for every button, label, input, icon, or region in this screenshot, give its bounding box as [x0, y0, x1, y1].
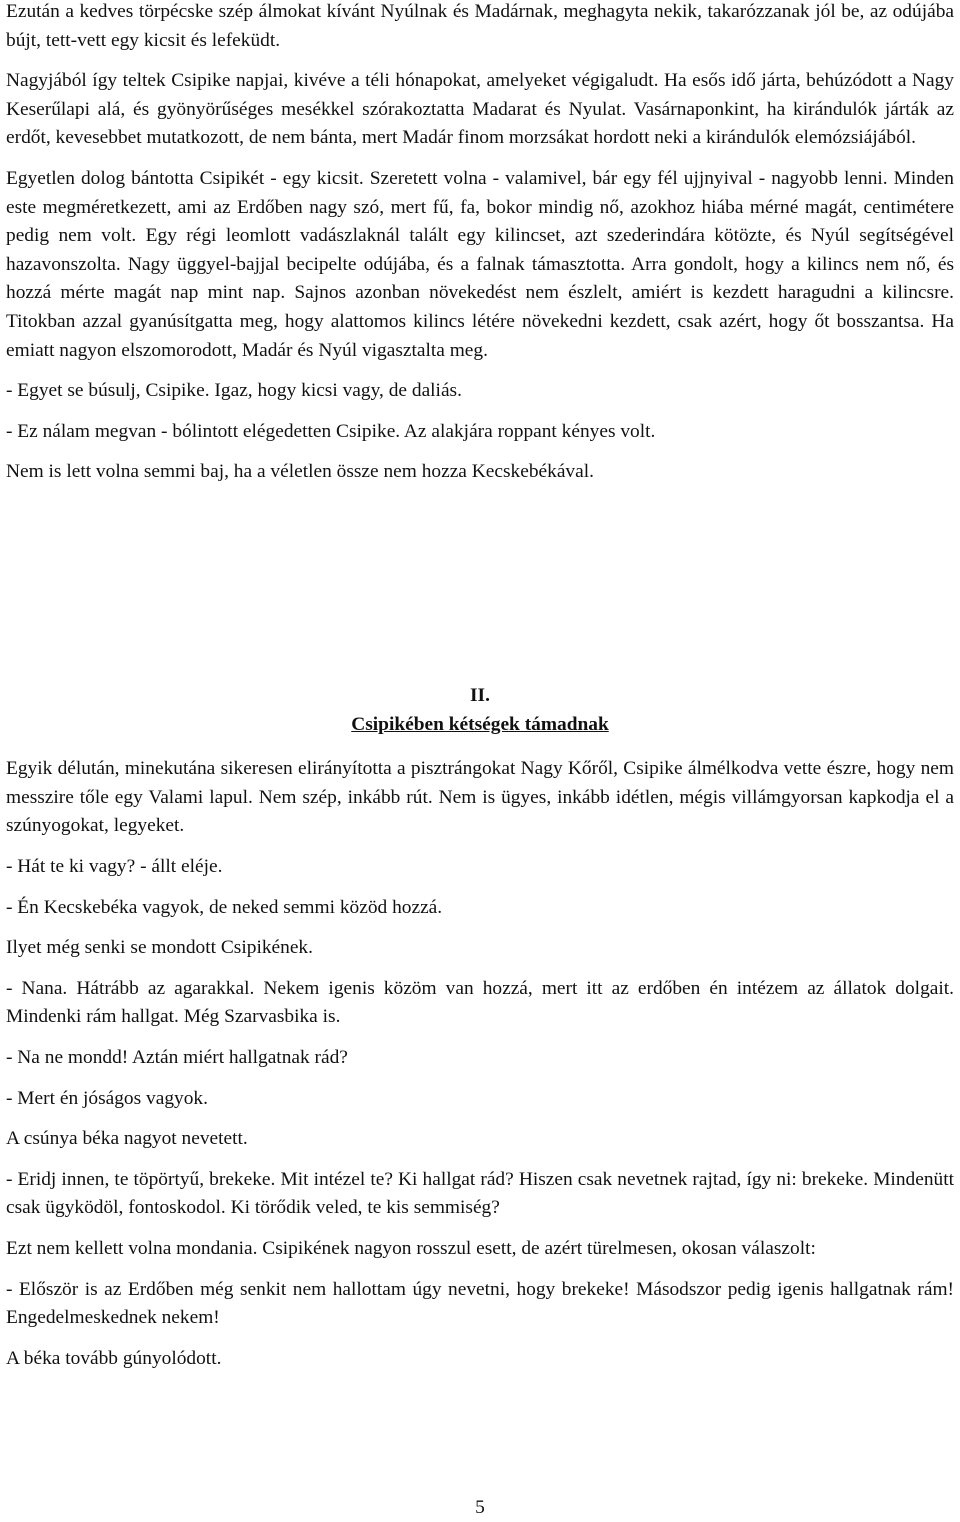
- chapter-number: II.: [470, 685, 490, 706]
- dialogue-line: - Eridj innen, te töpörtyű, brekeke. Mit intézel te? Ki hallgat rád? Hiszen csak nevetnek rajtad, így ni: brekeke. Mindenütt csak ügyködöl, fontoskodol. Ki törődik veled, te kis semmiség?: [6, 1168, 954, 1219]
- dialogue-line: - Nana. Hátrább az agarakkal. Nekem igenis közöm van hozzá, mert itt az erdőben én intézem az állatok dolgait. Mindenki rám hallgat. Még Szarvasbika is.: [6, 977, 954, 1028]
- paragraph: Egyik délután, minekutána sikeresen elirányította a pisztrángokat Nagy Kőről, Csipike álmélkodva vette észre, hogy nem messzire tőle egy Valami lapul. Nem szép, inkább rút. Nem is ügyes, inkább idétlen, mégis villámgyorsan kapkodja el a szúnyogokat, legyeket.: [6, 758, 954, 837]
- dialogue-line: - Először is az Erdőben még senkit nem hallottam úgy nevetni, hogy brekeke! Másodszor pedig igenis hallgatnak rám! Engedelmeskednek nekem!: [6, 1278, 954, 1329]
- paragraph: Ilyet még senki se mondott Csipikének.: [6, 937, 313, 959]
- paragraph: Nem is lett volna semmi baj, ha a véletlen össze nem hozza Kecskebékával.: [6, 461, 594, 483]
- paragraph: Ezt nem kellett volna mondania. Csipikének nagyon rosszul esett, de azért türelmesen, okosan válaszolt:: [6, 1237, 816, 1259]
- paragraph: Egyetlen dolog bántotta Csipikét - egy kicsit. Szeretett volna - valamivel, bár egy fél ujjnyival - nagyobb lenni. Minden este megméretkezett, ami az Erdőben nagy szó, mert fű, fa, bokor mindig nő, azokhoz hiába mérné magát, centimétere pedig nem volt. Egy régi leomlott vadászlaknál talált egy kilincset, azt szederindára kötözte, és Nyúl segítségével hazavonszolta. Nagy üggyel-bajjal becipelte odújába, és a falnak támasztotta. Arra gondolt, hogy a kilincs nem nő, és hozzá mérte magát nap mint nap. Sajnos azonban növekedést nem észlelt, amiért is kezdett haragudni a kilincsre. Titokban azzal gyanúsítgatta meg, hogy alattomos kilincs létére növekedni kezdett, csak azért, hogy őt bosszantsa. Ha emiatt nagyon elszomorodott, Madár és Nyúl vigasztalta meg.: [6, 167, 954, 361]
- chapter-title: Csipikében kétségek támadnak: [351, 713, 609, 735]
- dialogue-line: - Ez nálam megvan - bólintott elégedetten Csipike. Az alakjára roppant kényes volt.: [6, 420, 656, 442]
- dialogue-line: - Mert én jóságos vagyok.: [6, 1087, 208, 1109]
- page-number: 5: [475, 1497, 485, 1518]
- paragraph: A béka tovább gúnyolódott.: [6, 1347, 222, 1369]
- dialogue-line: - Na ne mondd! Aztán miért hallgatnak rád?: [6, 1046, 348, 1068]
- dialogue-line: - Én Kecskebéka vagyok, de neked semmi közöd hozzá.: [6, 896, 443, 918]
- dialogue-line: - Hát te ki vagy? - állt eléje.: [6, 855, 223, 877]
- paragraph: Ezután a kedves törpécske szép álmokat kívánt Nyúlnak és Madárnak, meghagyta nekik, takarózzanak jól be, az odújába bújt, tett-vett egy kicsit és lefeküdt.: [6, 1, 954, 51]
- story-section-continued: [6, 0, 954, 499]
- dialogue-line: - Egyet se búsulj, Csipike. Igaz, hogy kicsi vagy, de daliás.: [6, 380, 462, 402]
- paragraph: Nagyjából így teltek Csipike napjai, kivéve a téli hónapokat, amelyeket végigaludt. Ha esős idő járta, behúzódott a Nagy Keserűlapi alá, és gyönyörűséges mesékkel szórakoztatta Madarat és Nyulat. Vasárnaponkint, ha kirándulók járták az erdőt, kevesebbet mutatkozott, de nem bánta, mert Madár finom morzsákat hordott neki a kirándulók elemózsiájából.: [6, 70, 954, 149]
- chapter-section: [6, 682, 954, 1385]
- paragraph: A csúnya béka nagyot nevetett.: [6, 1128, 248, 1150]
